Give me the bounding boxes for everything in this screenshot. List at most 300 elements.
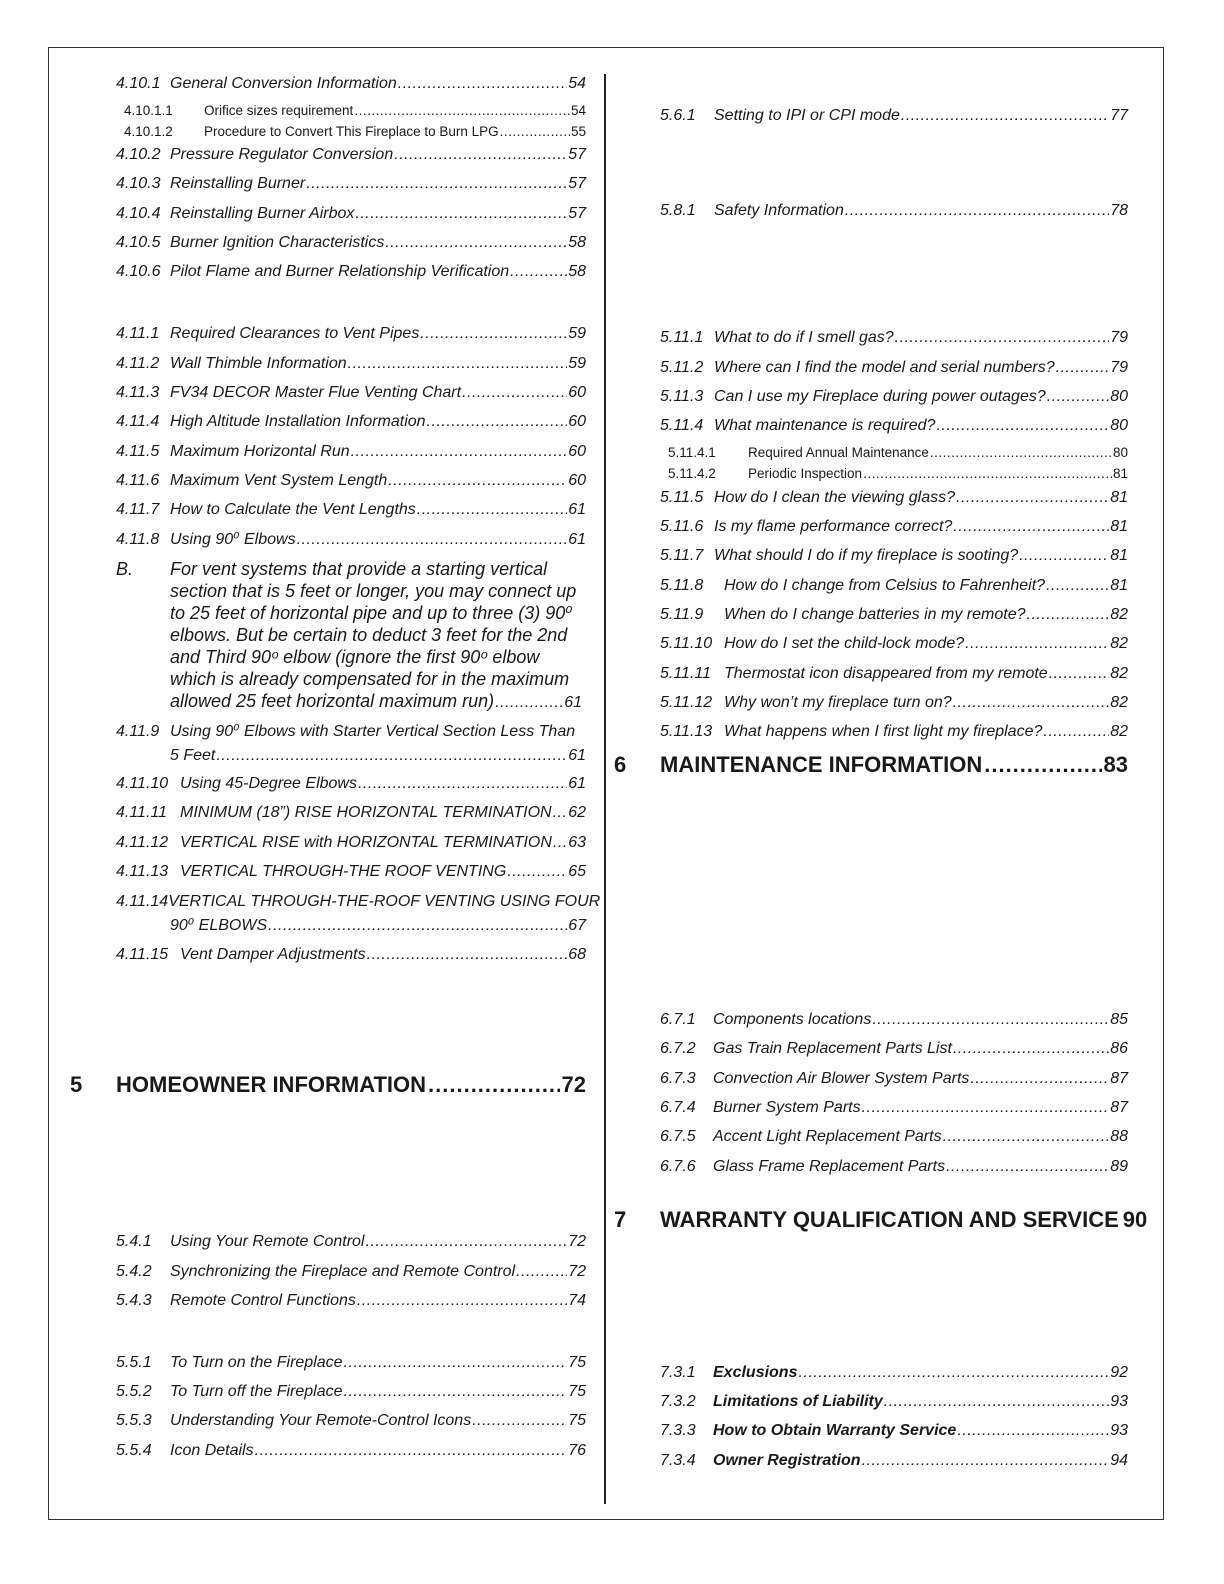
dot-leader xyxy=(306,174,567,193)
entry-title: Where can I find the model and serial numbers? xyxy=(714,359,1055,376)
entry-number: 5.11.2 xyxy=(660,359,704,376)
page-number: 82 xyxy=(1110,606,1128,623)
section-number: 6 xyxy=(614,752,627,777)
entry-title: To Turn on the Fireplace xyxy=(170,1354,343,1371)
toc-entry[interactable] xyxy=(660,416,1128,435)
dot-leader xyxy=(388,471,567,490)
section-title: HOMEOWNER INFORMATION xyxy=(116,1072,427,1097)
entry-number: 7.3.3 xyxy=(660,1422,696,1439)
toc-entry[interactable] xyxy=(660,1157,1128,1176)
entry-number: 7.3.1 xyxy=(660,1364,696,1381)
entry-number: 6.7.6 xyxy=(660,1158,696,1175)
entry-title: How do I change from Celsius to Fahrenheit? xyxy=(724,577,1046,594)
entry-title: General Conversion Information xyxy=(170,75,397,92)
entry-number: 5.11.12 xyxy=(660,694,713,711)
vent-paragraph-b xyxy=(116,558,586,718)
entry-number: 5.11.3 xyxy=(660,388,704,405)
toc-entry[interactable] xyxy=(660,387,1128,406)
entry-number: 5.5.4 xyxy=(116,1442,152,1459)
dot-leader xyxy=(862,1451,1110,1470)
entry-title: Reinstalling Burner Airbox xyxy=(170,205,355,222)
dot-leader xyxy=(510,262,567,281)
dot-leader xyxy=(901,106,1109,125)
entry-number: 5.11.8 xyxy=(660,577,704,594)
entry-title: Accent Light Replacement Parts xyxy=(713,1128,942,1145)
toc-entry[interactable] xyxy=(116,530,586,549)
toc-entry[interactable] xyxy=(660,517,1128,536)
entry-title: VERTICAL THROUGH-THE ROOF VENTING xyxy=(180,863,507,880)
entry-number: 4.10.6 xyxy=(116,263,161,280)
toc-entry[interactable] xyxy=(116,174,586,193)
paragraph-line: allowed 25 feet horizontal maximum run) xyxy=(170,691,495,711)
paragraph-line: elbows. But be certain to deduct 3 feet for the 2nd xyxy=(170,625,568,645)
toc-entry[interactable] xyxy=(660,1451,1128,1470)
page-number: 65 xyxy=(568,863,586,880)
dot-leader xyxy=(427,412,568,431)
dot-leader xyxy=(953,693,1110,712)
dot-leader xyxy=(553,803,568,822)
page-number: 60 xyxy=(568,384,586,401)
dot-leader xyxy=(965,634,1109,653)
entry-number: 4.10.5 xyxy=(116,234,161,251)
page-number: 81 xyxy=(1110,577,1128,594)
toc-entry[interactable] xyxy=(660,1039,1128,1058)
entry-title: High Altitude Installation Information xyxy=(170,413,426,430)
page-number: 74 xyxy=(568,1292,586,1309)
page-number: 93 xyxy=(1110,1393,1128,1410)
entry-title: Glass Frame Replacement Parts xyxy=(713,1158,946,1175)
entry-title: Convection Air Blower System Parts xyxy=(713,1070,970,1087)
page-number: 83 xyxy=(1103,752,1128,777)
entry-title: Required Clearances to Vent Pipes xyxy=(170,325,420,342)
toc-entry[interactable] xyxy=(668,445,1128,461)
toc-entry[interactable] xyxy=(660,722,1128,741)
entry-number: 7.3.4 xyxy=(660,1452,696,1469)
page-number: 75 xyxy=(568,1383,586,1400)
page-number: 79 xyxy=(1110,359,1128,376)
dot-leader xyxy=(553,833,567,852)
dot-leader xyxy=(355,204,567,223)
entry-number: 5.11.9 xyxy=(660,606,704,623)
dot-leader xyxy=(351,442,568,461)
page-number: 60 xyxy=(568,472,586,489)
entry-number: 4.11.2 xyxy=(116,355,160,372)
entry-title: Thermostat icon disappeared from my remote xyxy=(724,665,1048,682)
toc-entry[interactable] xyxy=(660,546,1128,565)
toc-entry[interactable] xyxy=(660,1069,1128,1088)
toc-entry[interactable] xyxy=(116,204,586,223)
entry-title: Burner Ignition Characteristics xyxy=(170,234,385,251)
toc-entry[interactable] xyxy=(660,1010,1128,1029)
dot-leader xyxy=(884,1392,1109,1411)
dot-leader xyxy=(984,752,1101,778)
toc-entry[interactable] xyxy=(116,1382,586,1401)
dot-leader xyxy=(268,914,567,938)
page-number: 89 xyxy=(1110,1158,1128,1175)
entry-number: 6.7.4 xyxy=(660,1099,696,1116)
entry-number: 5.11.7 xyxy=(660,547,704,564)
toc-entry[interactable] xyxy=(116,862,586,881)
page-number: 59 xyxy=(568,355,586,372)
dot-leader xyxy=(970,1069,1109,1088)
toc-entry[interactable] xyxy=(660,634,1128,653)
entry-number: 4.11.13 xyxy=(116,863,169,880)
dot-leader xyxy=(1019,546,1109,565)
page-number: 61 xyxy=(568,775,586,792)
entry-title: Exclusions xyxy=(713,1364,798,1381)
entry-title: Can I use my Fireplace during power outages? xyxy=(714,388,1046,405)
entry-number: 5.11.6 xyxy=(660,518,704,535)
dot-leader xyxy=(428,1072,560,1098)
entry-number: 4.11.15 xyxy=(116,946,169,963)
section-heading-5[interactable] xyxy=(70,1072,586,1098)
dot-leader xyxy=(862,1098,1110,1117)
entry-number: 4.10.1 xyxy=(116,75,161,92)
page-number: 75 xyxy=(568,1354,586,1371)
page-number: 81 xyxy=(1112,466,1128,481)
entry-title: Owner Registration xyxy=(713,1452,861,1469)
page-number: 63 xyxy=(568,834,586,851)
page-number: 94 xyxy=(1110,1452,1128,1469)
toc-entry[interactable] xyxy=(660,576,1128,595)
page-number: 57 xyxy=(568,175,586,192)
entry-title: Remote Control Functions xyxy=(170,1292,356,1309)
toc-entry[interactable] xyxy=(116,1353,586,1372)
entry-title: To Turn off the Fireplace xyxy=(170,1383,343,1400)
toc-entry[interactable] xyxy=(660,488,1128,507)
entry-title: Limitations of Liability xyxy=(713,1393,883,1410)
page-number: 90 xyxy=(1122,1207,1148,1232)
entry-title: How do I clean the viewing glass? xyxy=(714,489,956,506)
toc-entry-5-6-1[interactable] xyxy=(660,106,1128,125)
toc-entry[interactable] xyxy=(116,324,586,343)
page-number: 54 xyxy=(568,75,586,92)
entry-number: 5.11.5 xyxy=(660,489,704,506)
paragraph-line: section that is 5 feet or longer, you may connect up xyxy=(170,581,577,601)
dot-leader xyxy=(798,1363,1109,1382)
toc-entry[interactable] xyxy=(116,1411,586,1430)
entry-title-continued: 5 Feet xyxy=(170,747,216,764)
dot-leader xyxy=(943,1127,1110,1146)
entry-title: Orifice sizes requirement xyxy=(204,103,354,118)
section-heading-7[interactable] xyxy=(614,1207,1148,1233)
entry-title: Why won’t my fireplace turn on? xyxy=(724,694,952,711)
entry-number: 5.11.4.2 xyxy=(668,466,716,481)
entry-number: 4.11.11 xyxy=(116,804,168,821)
toc-entry[interactable] xyxy=(660,1127,1128,1146)
toc-entry[interactable] xyxy=(668,466,1128,482)
entry-number: 4.11.7 xyxy=(116,501,160,518)
entry-number: 4.10.1.1 xyxy=(124,103,173,118)
dot-leader xyxy=(417,500,567,519)
toc-entry[interactable] xyxy=(660,1363,1128,1382)
entry-title: How to Obtain Warranty Service xyxy=(713,1422,957,1439)
page-number: 61 xyxy=(568,531,586,548)
entry-number: 5.8.1 xyxy=(660,202,696,219)
toc-entry[interactable] xyxy=(660,664,1128,683)
entry-number: 5.11.4 xyxy=(660,417,704,434)
section-heading-6[interactable] xyxy=(614,752,1128,778)
dot-leader xyxy=(462,383,567,402)
page-number: 93 xyxy=(1110,1422,1128,1439)
page-number: 82 xyxy=(1110,694,1128,711)
entry-title: Maximum Horizontal Run xyxy=(170,443,350,460)
entry-number: 4.11.14 xyxy=(116,893,169,910)
toc-entry[interactable] xyxy=(116,1441,586,1460)
entry-number: 5.11.1 xyxy=(660,329,704,346)
entry-title-continued: 90⁰ ELBOWS xyxy=(170,917,268,934)
entry-number: 5.11.11 xyxy=(660,665,712,682)
page-number: 92 xyxy=(1110,1364,1128,1381)
page-number: 60 xyxy=(568,413,586,430)
page-number: 72 xyxy=(568,1263,586,1280)
toc-entry[interactable] xyxy=(116,145,586,164)
paragraph-line: and Third 90ᵒ elbow (ignore the first 90ᵒ elbow xyxy=(170,647,540,667)
dot-leader xyxy=(1047,387,1109,406)
entry-title: FV34 DECOR Master Flue Venting Chart xyxy=(170,384,462,401)
page-number: 67 xyxy=(568,917,586,934)
toc-entry[interactable] xyxy=(116,383,586,402)
entry-number: 5.5.2 xyxy=(116,1383,152,1400)
entry-number: 4.10.3 xyxy=(116,175,161,192)
entry-number: 4.11.1 xyxy=(116,325,160,342)
page-number: 60 xyxy=(568,443,586,460)
page-number: 57 xyxy=(568,146,586,163)
page-number: 57 xyxy=(568,205,586,222)
page-number: 81 xyxy=(1110,518,1128,535)
entry-title: Pilot Flame and Burner Relationship Verification xyxy=(170,263,510,280)
page-number: 82 xyxy=(1110,665,1128,682)
paragraph-letter: B. xyxy=(116,559,134,579)
page-number: 59 xyxy=(568,325,586,342)
section-title: MAINTENANCE INFORMATION xyxy=(660,752,983,777)
entry-title: Pressure Regulator Conversion xyxy=(170,146,394,163)
dot-leader xyxy=(872,1010,1109,1029)
entry-title: What happens when I first light my fireplace? xyxy=(724,723,1043,740)
paragraph-last-line[interactable] xyxy=(170,690,582,714)
page-number: 79 xyxy=(1110,329,1128,346)
entry-number: 5.5.3 xyxy=(116,1412,152,1429)
toc-entry[interactable] xyxy=(660,328,1128,347)
page-number: 75 xyxy=(568,1412,586,1429)
toc-entry-5-8-1[interactable] xyxy=(660,201,1128,220)
toc-entry[interactable] xyxy=(660,1392,1128,1411)
entry-title: Periodic Inspection xyxy=(748,466,863,481)
dot-leader xyxy=(500,124,570,140)
toc-entry-4-11-14[interactable] xyxy=(116,890,601,938)
toc-entry[interactable] xyxy=(116,74,586,93)
entry-number: 4.11.3 xyxy=(116,384,160,401)
toc-entry[interactable] xyxy=(660,358,1128,377)
entry-number: 6.7.5 xyxy=(660,1128,696,1145)
entry-number: 4.11.5 xyxy=(116,443,160,460)
column-divider xyxy=(604,74,606,1504)
entry-number: 5.4.2 xyxy=(116,1263,152,1280)
dot-leader xyxy=(1056,358,1110,377)
toc-entry[interactable] xyxy=(116,774,586,793)
entry-number: 4.11.10 xyxy=(116,775,169,792)
entry-number: 4.11.4 xyxy=(116,413,160,430)
toc-entry[interactable] xyxy=(660,693,1128,712)
dot-leader xyxy=(956,488,1109,507)
entry-title: Maximum Vent System Length xyxy=(170,472,388,489)
entry-title: Required Annual Maintenance xyxy=(748,445,929,460)
dot-leader xyxy=(1049,664,1110,683)
entry-title: Using 45-Degree Elbows xyxy=(180,775,357,792)
entry-title: Burner System Parts xyxy=(713,1099,861,1116)
page-number: 58 xyxy=(568,263,586,280)
entry-number: 4.11.8 xyxy=(116,531,160,548)
entry-title: Is my flame performance correct? xyxy=(714,518,953,535)
dot-leader xyxy=(348,354,568,373)
page-number: 85 xyxy=(1110,1011,1128,1028)
toc-entry[interactable] xyxy=(116,262,586,281)
dot-leader xyxy=(1046,576,1109,595)
page-number: 54 xyxy=(570,103,586,118)
page-number: 82 xyxy=(1110,635,1128,652)
entry-title: Reinstalling Burner xyxy=(170,175,306,192)
entry-number: 5.4.1 xyxy=(116,1233,152,1250)
dot-leader xyxy=(472,1411,567,1430)
toc-entry[interactable] xyxy=(116,442,586,461)
entry-number: 6.7.1 xyxy=(660,1011,696,1028)
dot-leader xyxy=(385,233,567,252)
toc-entry[interactable] xyxy=(116,833,586,852)
dot-leader xyxy=(946,1157,1109,1176)
toc-entry[interactable] xyxy=(116,412,586,431)
entry-title: Wall Thimble Information xyxy=(170,355,347,372)
entry-number: 5.11.4.1 xyxy=(668,445,716,460)
entry-number: 4.10.1.2 xyxy=(124,124,173,139)
entry-number: 6.7.3 xyxy=(660,1070,696,1087)
dot-leader xyxy=(367,945,568,964)
dot-leader xyxy=(255,1441,568,1460)
toc-entry-4-11-15[interactable] xyxy=(116,945,586,964)
entry-title: Vent Damper Adjustments xyxy=(180,946,366,963)
page-number: 80 xyxy=(1110,388,1128,405)
dot-leader xyxy=(895,328,1110,347)
dot-leader xyxy=(365,1232,567,1251)
page-number: 81 xyxy=(1110,489,1128,506)
entry-number: 5.11.10 xyxy=(660,635,713,652)
toc-entry[interactable] xyxy=(116,803,586,822)
section-number: 5 xyxy=(70,1072,83,1097)
dot-leader xyxy=(930,445,1112,461)
dot-leader xyxy=(398,74,567,93)
dot-leader xyxy=(516,1262,567,1281)
entry-title: Components locations xyxy=(713,1011,872,1028)
toc-entry[interactable] xyxy=(116,1262,586,1281)
dot-leader xyxy=(936,416,1109,435)
dot-leader xyxy=(344,1353,568,1372)
page-number: 87 xyxy=(1110,1070,1128,1087)
entry-number: 4.10.2 xyxy=(116,146,161,163)
entry-title: Setting to IPI or CPI mode xyxy=(714,107,900,124)
dot-leader xyxy=(507,862,567,881)
entry-number: 4.11.9 xyxy=(116,723,160,740)
page-number: 88 xyxy=(1110,1128,1128,1145)
dot-leader xyxy=(845,201,1109,220)
page-number: 61 xyxy=(564,694,582,711)
dot-leader xyxy=(344,1382,568,1401)
dot-leader xyxy=(297,530,568,549)
toc-entry[interactable] xyxy=(116,233,586,252)
dot-leader xyxy=(1043,722,1109,741)
toc-entry[interactable] xyxy=(660,1098,1128,1117)
entry-title: Safety Information xyxy=(714,202,844,219)
entry-title: Gas Train Replacement Parts List xyxy=(713,1040,952,1057)
page-number: 68 xyxy=(568,946,586,963)
dot-leader xyxy=(394,145,567,164)
paragraph-text xyxy=(170,558,582,714)
entry-number: 4.11.6 xyxy=(116,472,160,489)
page-number: 61 xyxy=(568,747,586,764)
page-number: 87 xyxy=(1110,1099,1128,1116)
dot-leader xyxy=(420,324,567,343)
dot-leader xyxy=(495,692,563,714)
entry-number: 5.11.13 xyxy=(660,723,713,740)
toc-entry[interactable] xyxy=(116,354,586,373)
dot-leader xyxy=(957,1421,1109,1440)
entry-title: Icon Details xyxy=(170,1442,254,1459)
toc-entry[interactable] xyxy=(116,1291,586,1310)
toc-entry[interactable] xyxy=(660,605,1128,624)
page-number: 78 xyxy=(1110,202,1128,219)
entry-title: Synchronizing the Fireplace and Remote Control xyxy=(170,1263,516,1280)
entry-number: 4.10.4 xyxy=(116,205,161,222)
toc-entry[interactable] xyxy=(116,500,586,519)
paragraph-line: For vent systems that provide a starting vertical xyxy=(170,559,548,579)
toc-entry[interactable] xyxy=(116,1232,586,1251)
entry-title: What should I do if my fireplace is sooting? xyxy=(714,547,1019,564)
toc-entry[interactable] xyxy=(124,103,586,119)
entry-number: 6.7.2 xyxy=(660,1040,696,1057)
toc-entry[interactable] xyxy=(660,1421,1128,1440)
page-number: 81 xyxy=(1110,547,1128,564)
page-number: 55 xyxy=(570,124,586,139)
page-number: 80 xyxy=(1110,417,1128,434)
dot-leader xyxy=(863,466,1112,482)
dot-leader xyxy=(953,517,1109,536)
toc-entry-4-11-9[interactable] xyxy=(116,720,586,768)
dot-leader xyxy=(953,1039,1109,1058)
entry-title: How to Calculate the Vent Lengths xyxy=(170,501,416,518)
entry-title: VERTICAL RISE with HORIZONTAL TERMINATION xyxy=(180,834,552,851)
entry-number: 5.6.1 xyxy=(660,107,696,124)
dot-leader xyxy=(354,103,570,119)
page-number: 82 xyxy=(1110,723,1128,740)
entry-title: VERTICAL THROUGH-THE-ROOF VENTING USING FOUR xyxy=(168,893,601,910)
page-number: 58 xyxy=(568,234,586,251)
page-number: 72 xyxy=(561,1072,586,1097)
section-number: 7 xyxy=(614,1207,627,1232)
page-number: 72 xyxy=(568,1233,586,1250)
entry-title: Using 90⁰ Elbows xyxy=(170,531,296,548)
page-number: 61 xyxy=(568,501,586,518)
page-number: 80 xyxy=(1112,445,1128,460)
entry-title: How do I set the child-lock mode? xyxy=(724,635,965,652)
dot-leader xyxy=(216,744,567,768)
page-number: 77 xyxy=(1110,107,1128,124)
entry-title: What to do if I smell gas? xyxy=(714,329,894,346)
entry-title: Using Your Remote Control xyxy=(170,1233,365,1250)
entry-title: What maintenance is required? xyxy=(714,417,936,434)
toc-entry[interactable] xyxy=(124,124,586,140)
paragraph-line: which is already compensated for in the maximum xyxy=(170,669,570,689)
toc-entry[interactable] xyxy=(116,471,586,490)
entry-title: Procedure to Convert This Fireplace to Burn LPG xyxy=(204,124,499,139)
entry-number: 5.4.3 xyxy=(116,1292,152,1309)
